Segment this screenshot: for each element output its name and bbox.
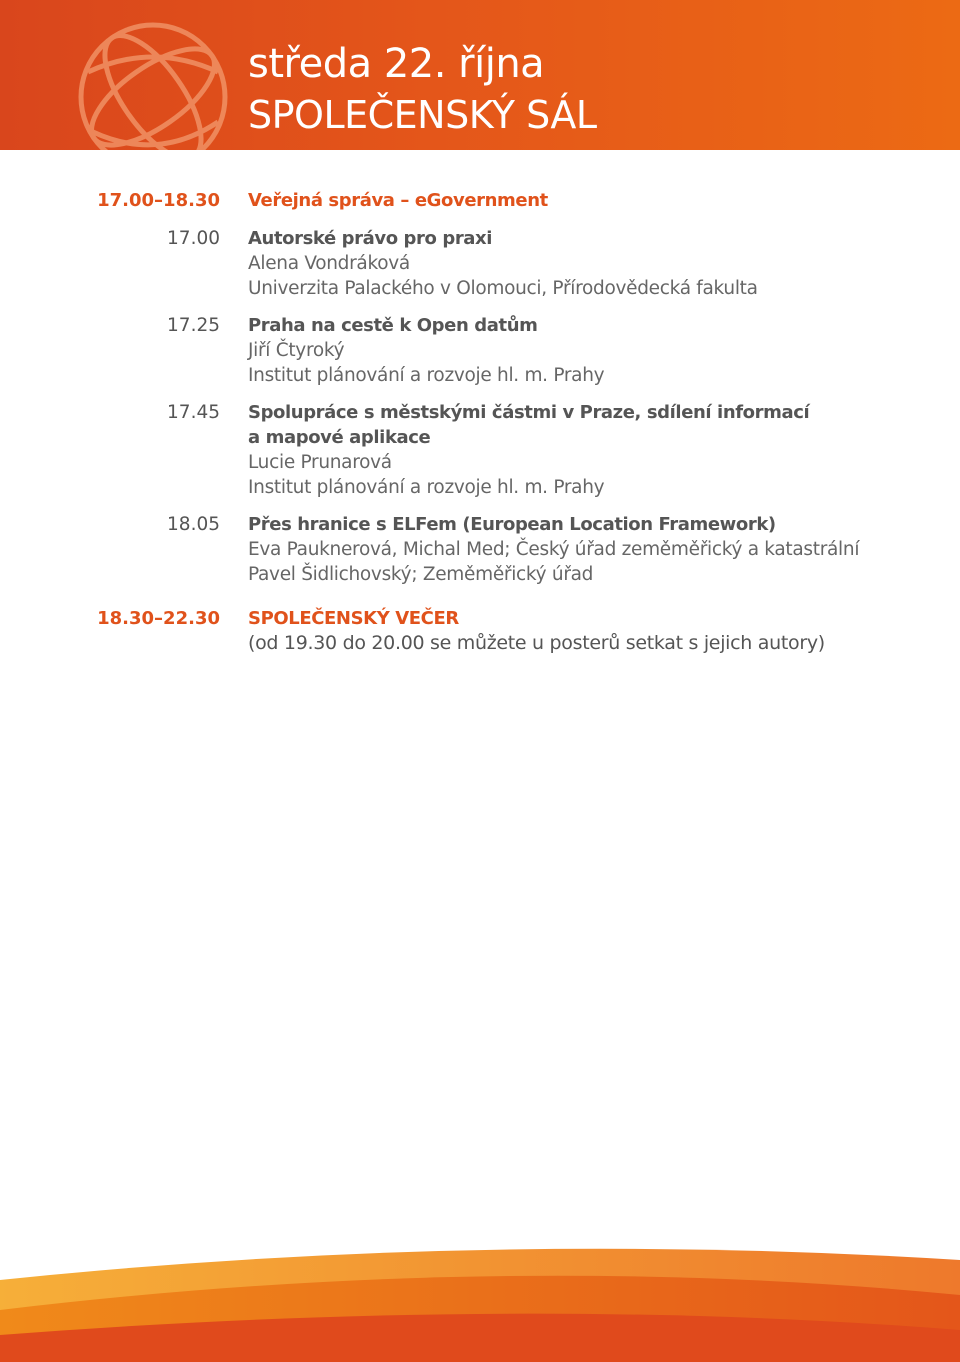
speaker-organization: Pavel Šidlichovský; Zeměměřický úřad — [248, 564, 594, 585]
item-time: 17.25 — [167, 315, 220, 336]
speaker-organization: Institut plánování a rozvoje hl. m. Prahy — [248, 365, 605, 386]
speaker-name: Lucie Prunarová — [248, 452, 392, 473]
section-note: (od 19.30 do 20.00 se můžete u posterů setkat s jejich autory) — [248, 632, 825, 654]
section-time: 17.00–18.30 — [97, 190, 220, 211]
talk-title-continued: a mapové aplikace — [248, 427, 431, 448]
item-time: 17.00 — [167, 228, 220, 249]
header-day: středa 22. října — [248, 41, 545, 87]
globe-icon — [68, 12, 238, 150]
footer-decoration — [0, 1240, 960, 1362]
talk-title: Spolupráce s městskými částmi v Praze, sdílení informací — [248, 402, 810, 423]
speaker-name: Alena Vondráková — [248, 253, 410, 274]
talk-title: Autorské právo pro praxi — [248, 228, 493, 249]
speaker-name: Eva Pauknerová, Michal Med; Český úřad zeměměřický a katastrální — [248, 539, 860, 560]
talk-title: Praha na cestě k Open datům — [248, 315, 538, 336]
item-time: 18.05 — [167, 514, 220, 535]
page-header — [0, 0, 960, 150]
header-hall: SPOLEČENSKÝ SÁL — [248, 93, 597, 137]
section-time: 18.30–22.30 — [97, 608, 220, 629]
item-time: 17.45 — [167, 402, 220, 423]
speaker-organization: Institut plánování a rozvoje hl. m. Prahy — [248, 477, 605, 498]
speaker-name: Jiří Čtyroký — [248, 340, 345, 361]
section-title: Veřejná správa – eGovernment — [248, 190, 548, 211]
speaker-organization: Univerzita Palackého v Olomouci, Přírodovědecká fakulta — [248, 278, 758, 299]
talk-title: Přes hranice s ELFem (European Location Framework) — [248, 514, 776, 535]
section-title: SPOLEČENSKÝ VEČER — [248, 608, 459, 629]
